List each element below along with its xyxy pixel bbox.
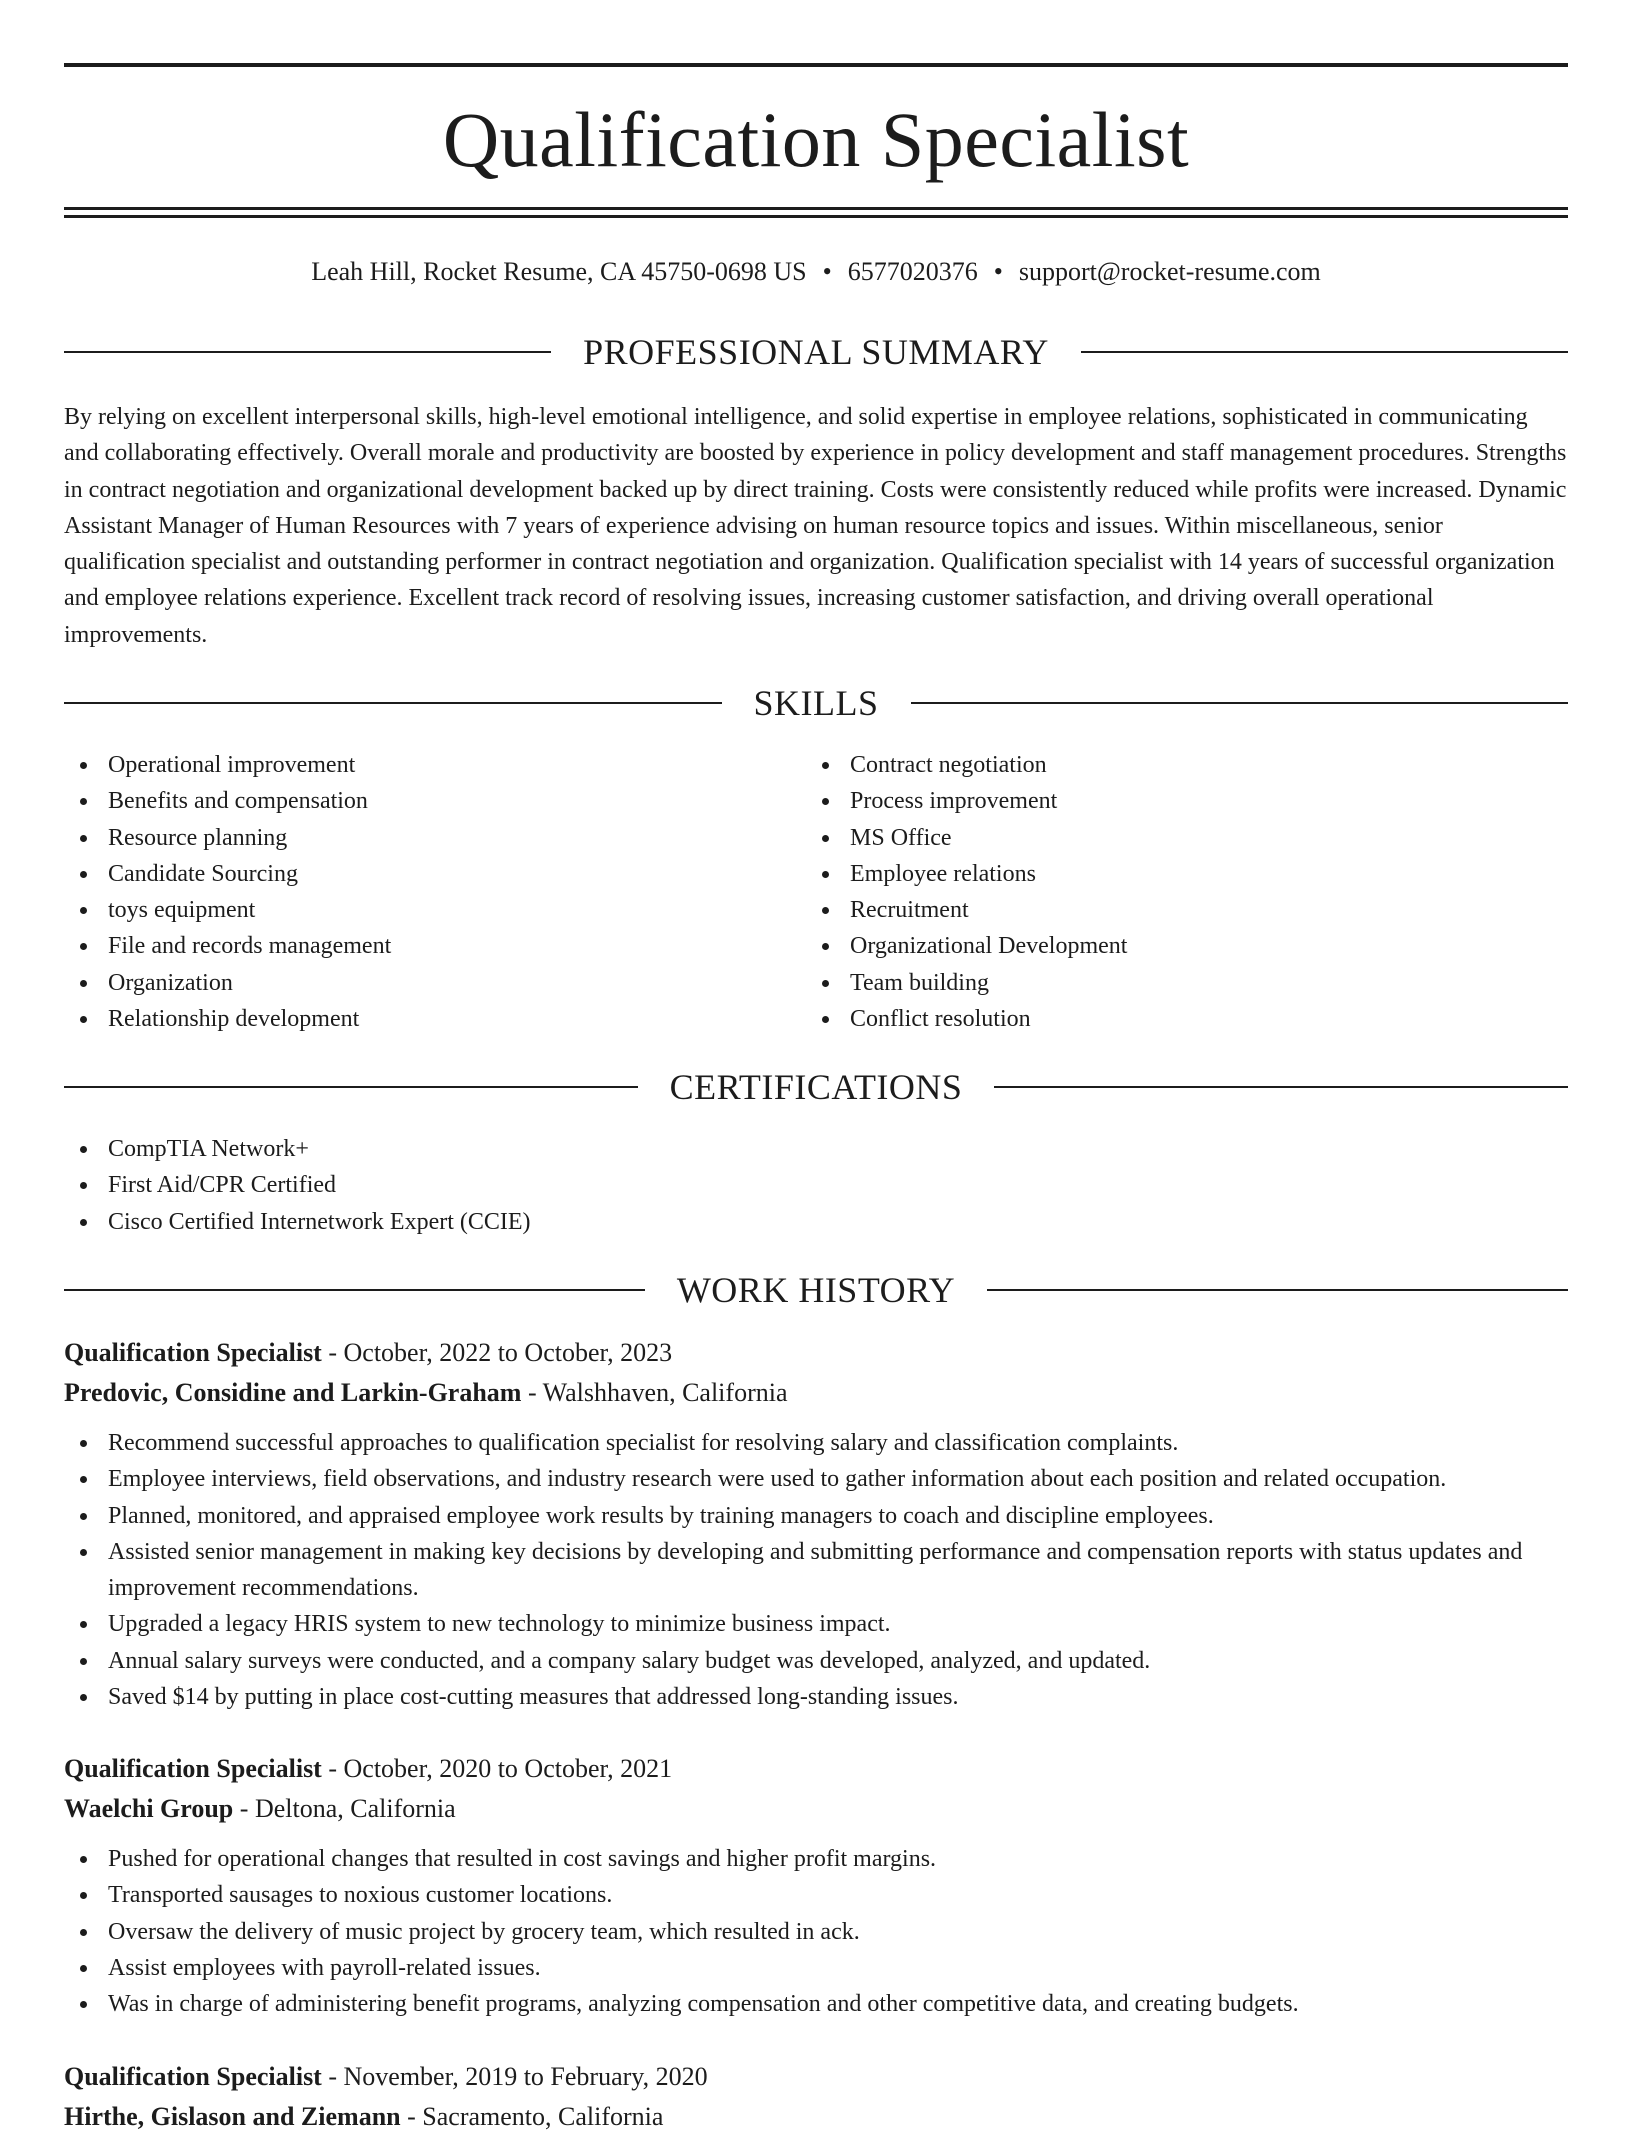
list-item: Candidate Sourcing [64, 856, 806, 892]
job-company: Waelchi Group [64, 1794, 234, 1823]
list-item: Employee interviews, field observations, and industry research were used to gather information about each position and related occupation. [64, 1461, 1568, 1497]
list-item: MS Office [806, 820, 1548, 856]
title-bottom-rule-double [64, 215, 1568, 218]
job-title-line [64, 2057, 1568, 2097]
list-item: Assisted senior management in making key decisions by developing and submitting performance and compensation reports with status updates and improvement recommendations. [64, 1534, 1568, 1607]
list-item: Planned, monitored, and appraised employee work results by training managers to coach and discipline employees. [64, 1498, 1568, 1534]
page-title: Qualification Specialist [442, 96, 1190, 183]
list-item: Pushed for operational changes that resulted in cost savings and higher profit margins. [64, 1841, 1568, 1877]
job-company: Predovic, Considine and Larkin-Graham [64, 1378, 522, 1407]
heading-rule-left [64, 702, 722, 704]
job-title-line [64, 1333, 1568, 1373]
job-bullets [64, 1841, 1568, 2022]
list-item: CompTIA Network+ [64, 1131, 1568, 1167]
section-title: PROFESSIONAL SUMMARY [583, 332, 1049, 372]
heading-rule-right [994, 1086, 1568, 1088]
section-title: SKILLS [753, 683, 879, 723]
heading-rule-right [911, 702, 1569, 704]
job-entry [64, 2057, 1568, 2137]
list-item: First Aid/CPR Certified [64, 1167, 1568, 1203]
contact-line [64, 252, 1568, 292]
job-location: - Deltona, California [233, 1794, 456, 1823]
job-title: Qualification Specialist [64, 1338, 322, 1367]
contact-address: Leah Hill, Rocket Resume, CA 45750-0698 US [311, 257, 807, 286]
heading-rule-left [64, 1289, 645, 1291]
job-company-line [64, 1789, 1568, 1829]
section-heading-certifications [64, 1062, 1568, 1112]
list-item: Organizational Development [806, 928, 1548, 964]
contact-separator: • [822, 257, 832, 286]
job-entry [64, 1749, 1568, 2022]
list-item: Operational improvement [64, 747, 806, 783]
title-bottom-rule [64, 207, 1568, 210]
job-location: - Walshhaven, California [521, 1378, 788, 1407]
contact-separator: • [993, 257, 1003, 286]
job-location: - Sacramento, California [400, 2102, 664, 2131]
list-item: Benefits and compensation [64, 783, 806, 819]
contact-phone: 6577020376 [847, 257, 978, 286]
skills-list [64, 747, 1568, 1037]
list-item: Team building [806, 965, 1548, 1001]
list-item: Contract negotiation [806, 747, 1548, 783]
contact-email: support@rocket-resume.com [1018, 257, 1321, 286]
summary-text: By relying on excellent interpersonal skills, high-level emotional intelligence, and solid expertise in employee relations, sophisticated in communicating and collaborating effectively. Overall morale and productivity are boosted by experience in policy development and staff management procedures. Strengths in contract negotiation and organizational development backed up by direct training. Costs were consistently reduced while profits were increased. Dynamic Assistant Manager of Human Resources with 7 years of experience advising on human resource topics and issues. Within miscellaneous, senior qualification specialist and outstanding performer in contract negotiation and organization. Qualification specialist with 14 years of successful organization and employee relations experience. Excellent track record of resolving issues, increasing customer satisfaction, and driving overall operational improvements. [64, 404, 1567, 648]
list-item: Annual salary surveys were conducted, and a company salary budget was developed, analyzed, and updated. [64, 1643, 1568, 1679]
list-item: Organization [64, 965, 806, 1001]
section-title: WORK HISTORY [676, 1270, 956, 1310]
list-item: Conflict resolution [806, 1001, 1548, 1037]
job-entry [64, 1333, 1568, 1715]
certifications-list [64, 1131, 1568, 1240]
list-item: Transported sausages to noxious customer locations. [64, 1877, 1568, 1913]
job-title: Qualification Specialist [64, 1754, 322, 1783]
list-item: Assist employees with payroll-related issues. [64, 1950, 1568, 1986]
skills-column-right [806, 747, 1548, 1037]
heading-rule-right [1081, 351, 1568, 353]
heading-rule-left [64, 351, 551, 353]
job-dates: - October, 2020 to October, 2021 [321, 1754, 673, 1783]
list-item: File and records management [64, 928, 806, 964]
list-item: Relationship development [64, 1001, 806, 1037]
job-company: Hirthe, Gislason and Ziemann [64, 2102, 401, 2131]
job-dates: - November, 2019 to February, 2020 [321, 2062, 708, 2091]
list-item: toys equipment [64, 892, 806, 928]
list-item: Resource planning [64, 820, 806, 856]
section-heading-skills [64, 678, 1568, 728]
list-item: Upgraded a legacy HRIS system to new technology to minimize business impact. [64, 1606, 1568, 1642]
section-heading-work-history [64, 1265, 1568, 1315]
job-title: Qualification Specialist [64, 2062, 322, 2091]
heading-rule-left [64, 1086, 638, 1088]
job-bullets [64, 1425, 1568, 1715]
list-item: Saved $14 by putting in place cost-cutting measures that addressed long-standing issues. [64, 1679, 1568, 1715]
heading-rule-right [987, 1289, 1568, 1291]
list-item: Cisco Certified Internetwork Expert (CCIE) [64, 1204, 1568, 1240]
list-item: Process improvement [806, 783, 1548, 819]
skills-column-left [64, 747, 806, 1037]
list-item: Was in charge of administering benefit programs, analyzing compensation and other competitive data, and creating budgets. [64, 1986, 1568, 2022]
job-company-line [64, 1373, 1568, 1413]
title-top-rule [64, 63, 1568, 67]
list-item: Recommend successful approaches to qualification specialist for resolving salary and classification complaints. [64, 1425, 1568, 1461]
list-item: Employee relations [806, 856, 1548, 892]
job-dates: - October, 2022 to October, 2023 [321, 1338, 673, 1367]
list-item: Oversaw the delivery of music project by grocery team, which resulted in ack. [64, 1914, 1568, 1950]
section-title: CERTIFICATIONS [669, 1067, 963, 1107]
list-item: Recruitment [806, 892, 1548, 928]
job-title-line [64, 1749, 1568, 1789]
section-heading-summary [64, 327, 1568, 377]
job-company-line [64, 2097, 1568, 2137]
